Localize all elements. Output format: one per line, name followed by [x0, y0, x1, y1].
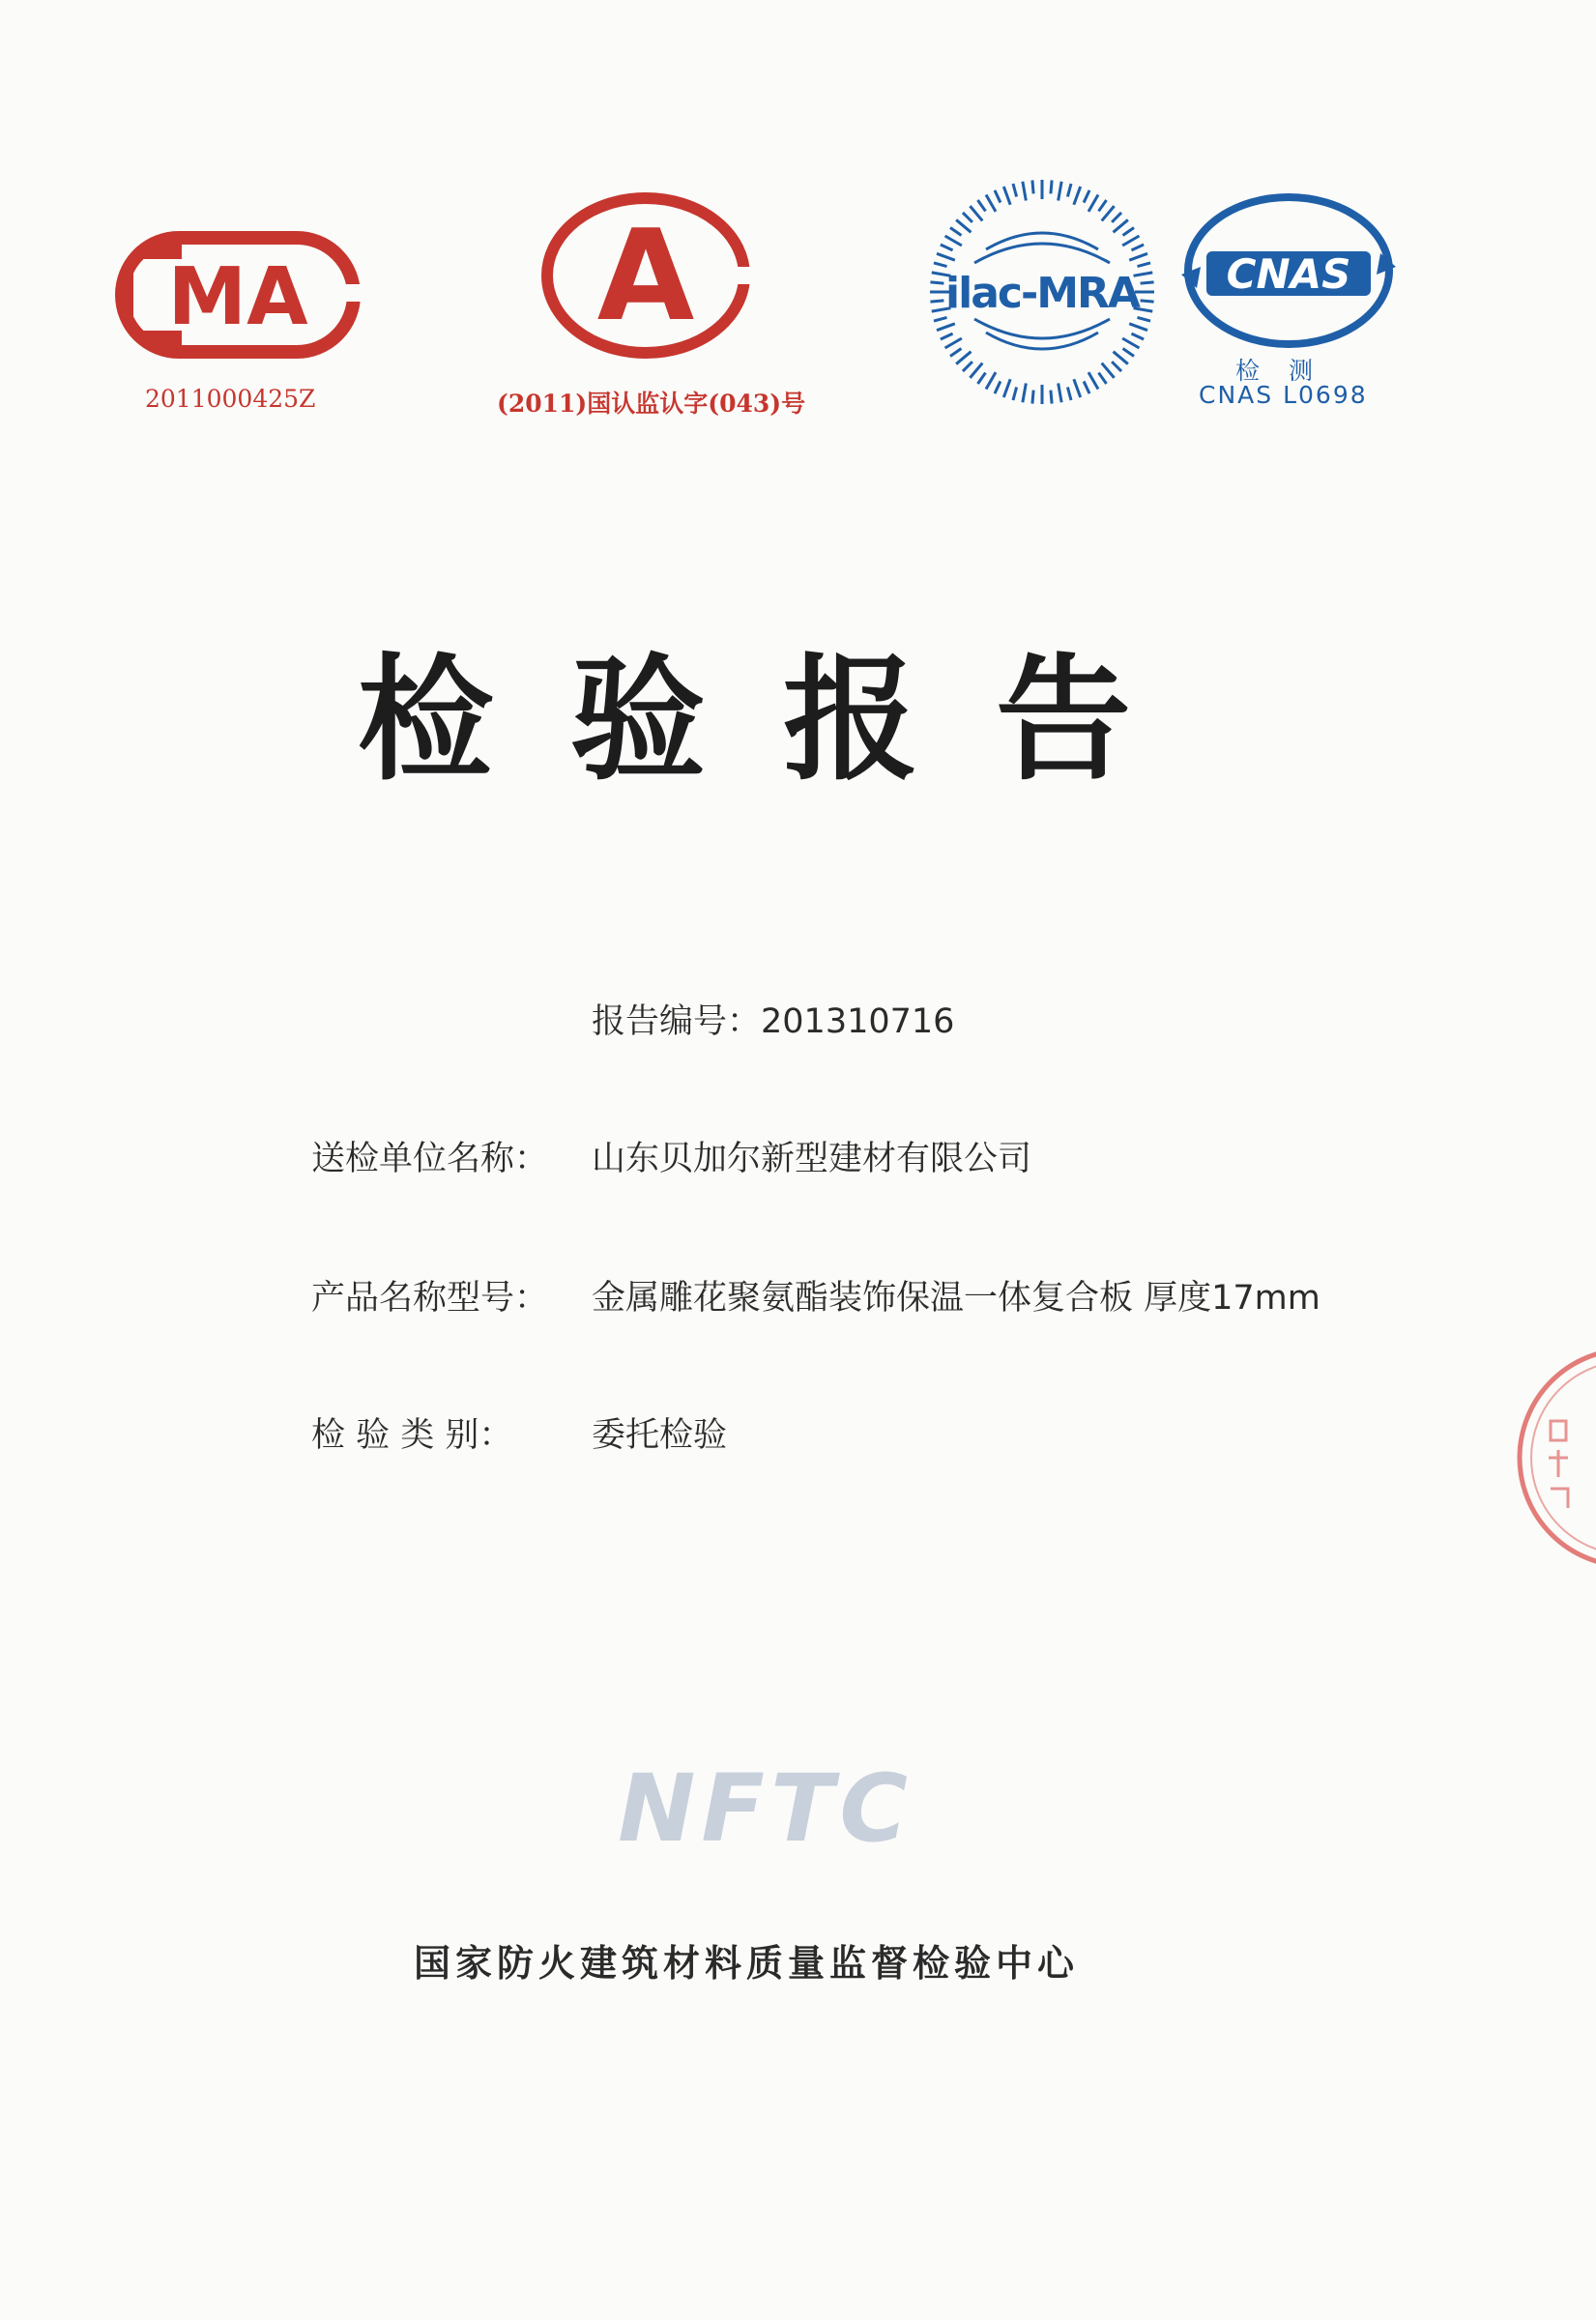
- ilac-tick: [1003, 187, 1010, 205]
- ilac-tick: [1129, 253, 1147, 260]
- ilac-tick: [977, 373, 985, 384]
- submitter-label: 送检单位名称：: [311, 1140, 549, 1178]
- ilac-tick: [937, 324, 955, 331]
- cal-number: (2011)国认监认字(043)号: [497, 390, 806, 418]
- ilac-tick: [1129, 324, 1147, 331]
- report-number: [592, 1002, 955, 1041]
- ilac-tick: [930, 282, 943, 283]
- ilac-tick: [1123, 227, 1134, 235]
- cma-mark-text: MA: [167, 251, 308, 343]
- ilac-tick: [956, 219, 971, 232]
- report-number-label: 报告编号：: [592, 1002, 762, 1041]
- cal-logo: [537, 189, 754, 362]
- cnas-code: CNAS L0698: [1199, 381, 1368, 409]
- cnas-logo: [1172, 184, 1406, 367]
- ilac-tick: [1102, 363, 1115, 378]
- product-value: 金属雕花聚氨酯装饰保温一体复合板 厚度17mm: [592, 1279, 1320, 1318]
- cma-number: 2011000425Z: [145, 385, 316, 413]
- ilac-tick: [1138, 317, 1151, 321]
- ilac-tick: [1067, 388, 1071, 401]
- ilac-tick: [945, 236, 962, 246]
- ilac-tick: [930, 301, 943, 302]
- ilac-tick: [1112, 213, 1121, 222]
- ilac-tick: [1122, 236, 1139, 246]
- ilac-tick: [1088, 372, 1098, 389]
- ilac-mark-text: ilac-MRA: [945, 269, 1139, 318]
- ilac-tick: [963, 213, 972, 222]
- product-label: 产品名称型号：: [311, 1279, 549, 1318]
- ilac-tick: [1013, 184, 1017, 197]
- ilac-tick: [1099, 200, 1107, 211]
- ilac-tick: [934, 263, 947, 267]
- ilac-tick: [1084, 381, 1089, 393]
- inspection-type-label: 检 验 类 别：: [311, 1416, 513, 1455]
- ilac-tick: [1088, 195, 1098, 212]
- ilac-tick: [1051, 391, 1052, 404]
- ilac-tick: [1074, 187, 1081, 205]
- ilac-tick: [1122, 338, 1139, 348]
- ilac-tick: [1131, 245, 1144, 250]
- ilac-tick: [1059, 384, 1061, 403]
- ilac-mra-logo: [924, 174, 1160, 410]
- ilac-tick: [1141, 282, 1154, 283]
- ilac-tick: [1023, 384, 1026, 403]
- ilac-tick: [970, 206, 982, 220]
- ilac-tick: [986, 195, 996, 212]
- ilac-tick: [937, 253, 955, 260]
- ilac-tick: [977, 200, 985, 211]
- nftc-watermark: [592, 1759, 940, 1856]
- ilac-tick: [1131, 334, 1144, 339]
- organization-name: 国家防火建筑材料质量监督检验中心: [414, 1942, 1080, 1985]
- ilac-tick: [1114, 219, 1128, 232]
- ilac-tick: [941, 245, 953, 250]
- ilac-tick: [995, 190, 1001, 203]
- cnas-mark-text: CNAS: [1226, 250, 1351, 298]
- ilac-tick: [970, 363, 982, 378]
- ilac-tick: [950, 349, 961, 357]
- seal-stamp: [1516, 1332, 1596, 1583]
- ilac-tick: [956, 352, 971, 364]
- ilac-tick: [1003, 379, 1010, 397]
- cal-mark-text: A: [596, 202, 695, 349]
- ilac-tick: [1051, 180, 1052, 193]
- cnas-subtitle: 检测: [1235, 357, 1343, 385]
- ilac-tick: [1059, 182, 1061, 201]
- ilac-tick: [1112, 362, 1121, 371]
- ilac-tick: [941, 334, 953, 339]
- ilac-tick: [1032, 391, 1033, 404]
- page-title: 检验报告: [358, 642, 1209, 799]
- ilac-tick: [986, 372, 996, 389]
- ilac-tick: [945, 338, 962, 348]
- ilac-tick: [1138, 263, 1151, 267]
- ilac-tick: [1114, 352, 1128, 364]
- report-number-value: 201310716: [761, 1002, 955, 1041]
- ilac-tick: [1141, 301, 1154, 302]
- ilac-tick: [1123, 349, 1134, 357]
- inspection-type-value: 委托检验: [592, 1416, 728, 1455]
- ilac-tick: [963, 362, 972, 371]
- ilac-tick: [1013, 388, 1017, 401]
- ilac-tick: [1102, 206, 1115, 220]
- ilac-tick: [1032, 180, 1033, 193]
- ilac-tick: [950, 227, 961, 235]
- nftc-watermark-text: NFTC: [618, 1759, 914, 1856]
- ilac-tick: [1099, 373, 1107, 384]
- ilac-tick: [1074, 379, 1081, 397]
- ilac-tick: [1023, 182, 1026, 201]
- ilac-tick: [1067, 184, 1071, 197]
- ilac-tick: [1084, 190, 1089, 203]
- ilac-tick: [995, 381, 1001, 393]
- cma-logo: [114, 230, 362, 360]
- submitter-value: 山东贝加尔新型建材有限公司: [592, 1140, 1032, 1178]
